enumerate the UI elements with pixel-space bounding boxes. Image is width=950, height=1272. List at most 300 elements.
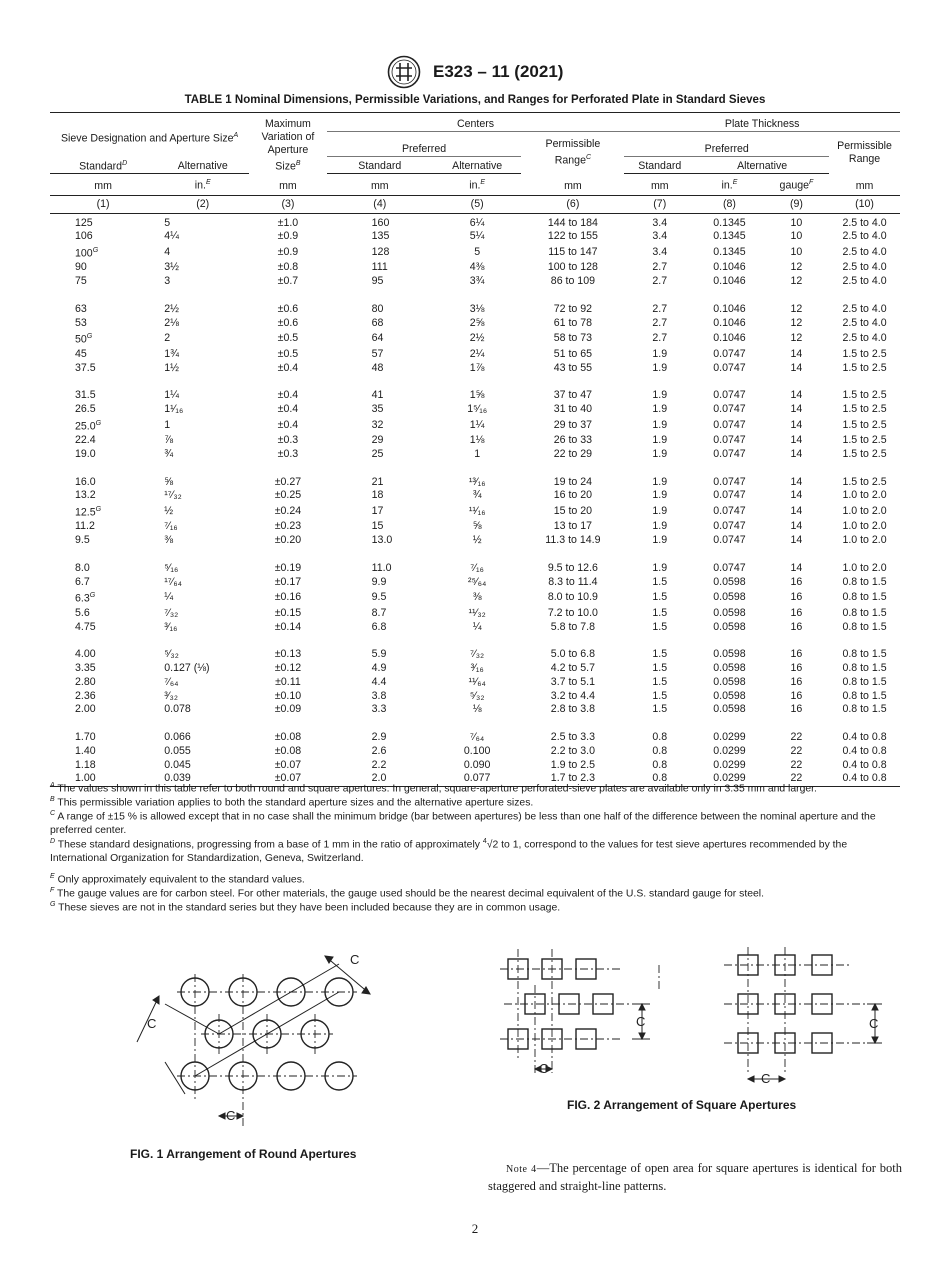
footnote-c: $^C$ A range of ±15 % is allowed except that in no case shall the minimum bridge (bar between apertures) be less than one half of the difference between the nominal aperture and the preferred center.: [50, 810, 876, 837]
table-cell: 14: [790, 418, 803, 431]
table-cell: 0.0299: [713, 744, 746, 757]
table-cell: 0.055: [164, 744, 191, 757]
table-cell: 1.9: [652, 489, 668, 502]
table-cell: 14: [790, 475, 803, 488]
table-cell: 3.2 to 4.4: [550, 689, 595, 702]
table-cell: 14: [790, 489, 803, 502]
table-cell: 0.0747: [713, 475, 746, 488]
footnote-f: $^F$ The gauge values are for carbon steel. For other materials, the gauge used should be the nearest decimal equivalent of the U.S. standard gauge for steel.: [50, 887, 764, 900]
table-cell: 0.8: [652, 744, 668, 757]
table-cell: ±1.0: [277, 216, 299, 229]
table-cell: 16: [790, 675, 803, 688]
header-plate-perm-range: Permissible Range: [837, 139, 892, 165]
unit-cell: mm: [249, 174, 326, 196]
table-cell: 2.7: [652, 302, 668, 315]
table-cell: 26 to 33: [553, 434, 593, 447]
table-cell: 1½: [164, 361, 179, 374]
table-cell: 122 to 155: [547, 230, 598, 243]
table-row: [50, 576, 900, 590]
table-cell: ±0.11: [275, 675, 301, 688]
table-cell: 2½: [469, 332, 485, 345]
table-cell: 72 to 92: [553, 302, 593, 315]
table-cell: 9.5: [371, 591, 387, 604]
table-cell: ⁵⁄₃₂: [469, 689, 485, 702]
table-cell: 1.5: [652, 703, 668, 716]
table-cell: 12: [790, 261, 803, 274]
unit-cell: mm: [829, 174, 900, 196]
table-cell: 0.0598: [713, 591, 746, 604]
table-cell: 4.2 to 5.7: [550, 661, 595, 674]
table-cell: 0.8 to 1.5: [842, 606, 887, 619]
table-row: [50, 690, 900, 704]
table-cell: 2.2 to 3.0: [550, 744, 595, 757]
table-row: [50, 417, 900, 434]
table-cell: 11.3 to 14.9: [545, 534, 601, 547]
table-row: [50, 534, 900, 548]
table-cell: ³⁄₁₆: [164, 620, 178, 633]
column-number: (10): [829, 195, 900, 213]
figure-round-apertures: [125, 942, 415, 1142]
table-row: [50, 662, 900, 676]
table-cell: 0.8 to 1.5: [842, 675, 887, 688]
table-cell: 3: [164, 275, 171, 288]
table-cell: ±0.5: [277, 332, 299, 345]
table-cell: 1.70: [75, 730, 96, 743]
table-cell: 4.4: [371, 675, 387, 688]
table-cell: ±0.14: [274, 620, 302, 633]
table-cell: 0.0747: [713, 389, 746, 402]
table-cell: 12: [790, 302, 803, 315]
table-cell: 0.8 to 1.5: [842, 591, 887, 604]
table-row: [50, 348, 900, 362]
header-standard: Standard$^D$: [50, 157, 156, 174]
table-row: [50, 731, 900, 745]
table-cell: 26.5: [75, 402, 96, 415]
column-number: (1): [50, 195, 156, 213]
table-cell: 0.4 to 0.8: [842, 758, 887, 771]
table-cell: ⅝: [164, 475, 174, 488]
table-row: [50, 389, 900, 403]
table-row: [50, 403, 900, 417]
table-cell: ⁷⁄₃₂: [164, 606, 179, 619]
table-cell: 0.066: [164, 730, 191, 743]
table-cell: 0.0747: [713, 489, 746, 502]
table-cell: 0.8 to 1.5: [842, 575, 887, 588]
header-plate-preferred: Preferred: [624, 132, 829, 157]
dim-c-label: C: [226, 1108, 236, 1123]
table-cell: ±0.08: [274, 744, 302, 757]
header-plate-thickness: Plate Thickness: [624, 113, 900, 132]
table-cell: 11.2: [75, 520, 95, 533]
group-spacer: [50, 717, 900, 731]
table-cell: 29 to 37: [553, 418, 593, 431]
table-cell: 15: [371, 520, 384, 533]
table-cell: ¹¹⁄₁₆: [468, 504, 486, 517]
table-cell: ±0.23: [274, 520, 302, 533]
header-centers: Centers: [327, 113, 625, 132]
table-cell: 16.0: [75, 475, 96, 488]
table-cell: 0.0299: [713, 772, 746, 785]
table-cell: 8.0 to 10.9: [547, 591, 598, 604]
dim-c-label: C: [636, 1014, 646, 1029]
table-row: [50, 261, 900, 275]
table-cell: 13.0: [371, 534, 393, 547]
table-cell: 4.00: [75, 648, 96, 661]
figure-square-apertures: [492, 945, 902, 1085]
table-cell: 0.0299: [713, 730, 746, 743]
group-spacer: [50, 634, 900, 648]
table-cell: 0.1345: [713, 245, 746, 258]
table-cell: 16: [790, 661, 803, 674]
table-cell: 1.9: [652, 447, 668, 460]
table-cell: 2.7: [652, 261, 668, 274]
table-cell: 22.4: [75, 434, 96, 447]
table-cell: ¾: [472, 489, 482, 502]
table-cell: 128: [371, 245, 390, 258]
table-cell: ⅞: [164, 434, 174, 447]
table-cell: 1.00: [75, 772, 96, 785]
table-cell: 2: [164, 332, 171, 345]
unit-cell: mm: [521, 174, 624, 196]
table-cell: 0.0598: [713, 689, 746, 702]
table-cell: 0.4 to 0.8: [842, 730, 887, 743]
unit-cell: gauge$^F$: [764, 174, 829, 196]
table-cell: 1.9: [652, 434, 668, 447]
table-cell: 1.18: [75, 758, 96, 771]
table-cell: 37 to 47: [553, 389, 593, 402]
table-cell: 1.5 to 2.5: [842, 347, 887, 360]
table-cell: ½: [164, 504, 174, 517]
table-cell: ¹⁷⁄₆₄: [164, 575, 182, 588]
table-row: [50, 434, 900, 448]
table-cell: 1.9: [652, 534, 668, 547]
table-cell: ⅜: [472, 591, 482, 604]
table-cell: ½: [472, 534, 482, 547]
table-cell: 0.8 to 1.5: [842, 648, 887, 661]
table-cell: 14: [790, 347, 803, 360]
table-cell: 144 to 184: [547, 216, 598, 229]
table-cell: 19 to 24: [553, 475, 593, 488]
table-cell: 1.5: [652, 591, 668, 604]
table-cell: 22: [790, 758, 803, 771]
table-cell: 16 to 20: [553, 489, 593, 502]
document-id: E323 – 11 (2021): [433, 62, 564, 81]
table-cell: 9.9: [371, 575, 387, 588]
table-cell: 1.0 to 2.0: [842, 561, 887, 574]
table-cell: 18: [371, 489, 384, 502]
table-row: [50, 759, 900, 773]
table-cell: 32: [371, 418, 384, 431]
table-row: [50, 648, 900, 662]
table-cell: 1.40: [75, 744, 96, 757]
table-cell: ±0.6: [277, 316, 299, 329]
table-cell: 16: [790, 606, 803, 619]
table-cell: 61 to 78: [553, 316, 593, 329]
unit-cell: in.$^E$: [695, 174, 764, 196]
table-cell: 16: [790, 620, 803, 633]
table-cell: 1.5: [652, 575, 668, 588]
table-cell: ¼: [164, 591, 174, 604]
table-cell: ¾: [164, 447, 174, 460]
table-cell: 6.7: [75, 575, 90, 588]
table-cell: 0.078: [164, 703, 191, 716]
table-cell: 2.5 to 4.0: [842, 245, 887, 258]
unit-cell: mm: [327, 174, 433, 196]
table-cell: ⅛: [472, 703, 482, 716]
table-cell: 3.35: [75, 661, 96, 674]
table-cell: 0.0747: [713, 534, 746, 547]
table-cell: 10: [790, 230, 803, 243]
table-cell: 4: [164, 245, 171, 258]
table-cell: ±0.08: [274, 730, 302, 743]
table-cell: ⁷⁄₁₆: [470, 561, 484, 574]
table-cell: 4¼: [164, 230, 179, 243]
table-cell: 2⅝: [469, 316, 485, 329]
table-row: [50, 217, 900, 231]
table-cell: 3.4: [652, 245, 668, 258]
table-cell: 1.9: [652, 389, 668, 402]
table-cell: 2.80: [75, 675, 96, 688]
table-cell: ±0.07: [274, 772, 302, 785]
table-cell: 1.9: [652, 504, 668, 517]
table-cell: ±0.7: [277, 275, 299, 288]
header-centers-perm-range: Permissible Range$^C$: [545, 138, 601, 167]
table-cell: 12: [790, 332, 803, 345]
table-cell: 0.0747: [713, 434, 746, 447]
table-cell: 13 to 17: [553, 520, 593, 533]
unit-cell: in.$^E$: [433, 174, 522, 196]
table-cell: 14: [790, 534, 803, 547]
table-cell: ±0.09: [274, 703, 302, 716]
table-cell: 1¼: [164, 389, 179, 402]
figure-1-caption: FIG. 1 Arrangement of Round Apertures: [130, 1147, 357, 1161]
table-cell: 25: [371, 447, 384, 460]
table-cell: 6¼: [469, 216, 485, 229]
table-cell: 1.9: [652, 520, 668, 533]
table-cell: 68: [371, 316, 384, 329]
table-body: [50, 213, 900, 787]
note-4: [488, 1160, 902, 1194]
table-cell: 0.8: [652, 772, 668, 785]
table-cell: 14: [790, 561, 803, 574]
table-cell: 63: [75, 302, 87, 315]
table-cell: 1.5: [652, 606, 668, 619]
table-cell: 0.1046: [713, 302, 746, 315]
table-cell: 2.5 to 4.0: [842, 275, 887, 288]
table-cell: 106: [75, 230, 93, 243]
table-cell: 135: [371, 230, 390, 243]
table-cell: ⅝: [472, 520, 482, 533]
table-cell: 16: [790, 703, 803, 716]
table-cell: ±0.07: [274, 758, 302, 771]
table-cell: 80: [371, 302, 384, 315]
table-cell: 9.5: [75, 534, 90, 547]
table-cell: 3⅛: [469, 302, 485, 315]
table-cell: 0.4 to 0.8: [842, 744, 887, 757]
table-cell: 0.100: [463, 744, 491, 757]
table-cell: 0.0747: [713, 561, 746, 574]
table-cell: 3½: [164, 261, 179, 274]
dim-c-label: C: [539, 1061, 549, 1076]
table-cell: 5.9: [371, 648, 387, 661]
table-cell: 0.8: [652, 758, 668, 771]
table-cell: 1.7 to 2.3: [550, 772, 595, 785]
table-cell: ±0.25: [274, 489, 302, 502]
footnote-b: $^B$ This permissible variation applies to both the standard aperture sizes and the alternative aperture sizes.: [50, 796, 534, 809]
table-cell: 2.2: [371, 758, 387, 771]
table-cell: ¹⁷⁄₃₂: [164, 489, 182, 502]
note-text: —The percentage of open area for square apertures is identical for both staggered and straight-line patterns.: [488, 1161, 902, 1193]
table-cell: 0.1046: [713, 275, 746, 288]
table-cell: 1.5: [652, 675, 668, 688]
table-cell: $25.0^G$: [75, 419, 102, 433]
table-cell: 4.9: [371, 661, 387, 674]
table-cell: 2.9: [371, 730, 387, 743]
table-cell: ±0.17: [274, 575, 302, 588]
table-cell: ±0.12: [274, 661, 302, 674]
table-cell: 16: [790, 575, 803, 588]
table-cell: 3.4: [652, 216, 668, 229]
table-row: [50, 589, 900, 606]
table-cell: 22 to 29: [553, 447, 593, 460]
table-cell: 31 to 40: [553, 402, 593, 415]
table-cell: ⁷⁄₆₄: [470, 730, 485, 743]
table-cell: ±0.19: [274, 561, 302, 574]
table-cell: 1⅝: [469, 389, 485, 402]
table-cell: $12.5^G$: [75, 506, 102, 519]
table-cell: 2.0: [371, 772, 387, 785]
table-cell: ±0.5: [277, 347, 299, 360]
table-cell: 0.127 (⅛): [164, 661, 210, 674]
table-row: [50, 562, 900, 576]
table-cell: 0.0598: [713, 703, 746, 716]
table-cell: 2⅛: [164, 316, 179, 329]
unit-cell: in.$^E$: [156, 174, 249, 196]
table-cell: 0.0747: [713, 418, 746, 431]
table-cell: ⁷⁄₃₂: [470, 648, 485, 661]
column-number: (2): [156, 195, 249, 213]
dim-c-label: C: [869, 1016, 879, 1031]
table-cell: 41: [371, 389, 384, 402]
table-cell: 0.8 to 1.5: [842, 620, 887, 633]
table-cell: 1.5 to 2.5: [842, 475, 887, 488]
table-cell: ±0.27: [274, 475, 302, 488]
dim-c-label: C: [147, 1016, 157, 1031]
table-cell: 0.090: [463, 758, 491, 771]
table-row: [50, 362, 900, 376]
astm-logo-icon: [387, 55, 421, 89]
table-cell: 1.0 to 2.0: [842, 520, 887, 533]
table-row: [50, 303, 900, 317]
table-cell: 12: [790, 316, 803, 329]
table-cell: 0.039: [164, 772, 191, 785]
table-cell: ³⁄₃₂: [164, 689, 178, 702]
table-cell: 2.36: [75, 689, 96, 702]
table-cell: 1.5: [652, 620, 668, 633]
table-cell: 2.7: [652, 332, 668, 345]
table-cell: ⁵⁄₁₆: [164, 561, 179, 574]
header-centers-alternative: Alternative: [433, 157, 522, 174]
table-cell: 1.0 to 2.0: [842, 489, 887, 502]
table-cell: ±0.3: [277, 447, 299, 460]
table-cell: 0.0598: [713, 575, 746, 588]
table-cell: 0.0747: [713, 447, 746, 460]
table-cell: 8.0: [75, 561, 90, 574]
column-number: (8): [695, 195, 764, 213]
table-cell: 16: [790, 591, 803, 604]
table-title: TABLE 1 Nominal Dimensions, Permissible Variations, and Ranges for Perforated Plate in Standard Sieves: [184, 94, 766, 106]
header-plate-alternative: Alternative: [695, 157, 829, 174]
table-cell: ⁷⁄₁₆: [164, 520, 178, 533]
table-cell: 100 to 128: [547, 261, 598, 274]
table-cell: 22: [790, 772, 803, 785]
table-cell: 0.8: [652, 730, 668, 743]
unit-cell: mm: [50, 174, 156, 196]
table-cell: 0.0299: [713, 758, 746, 771]
table-cell: 1.9: [652, 361, 668, 374]
table-cell: 1⅛: [469, 434, 485, 447]
table-cell: 8.7: [371, 606, 387, 619]
header-max-variation: Maximum Variation of Aperture Size$^B$: [249, 113, 326, 174]
table-cell: 0.0598: [713, 620, 746, 633]
table-cell: 1.5 to 2.5: [842, 447, 887, 460]
table-cell: 35: [371, 402, 384, 415]
table-cell: ⁷⁄₆₄: [164, 675, 179, 688]
footnote-d: $^D$ These standard designations, progressing from a base of 1 mm in the ratio of approximately $^4$√2 to 1, correspond to the values for test sieve apertures recommended by the International Organization for Standardization, Geneva, Switzerland.: [50, 838, 848, 865]
table-cell: 1.5 to 2.5: [842, 418, 887, 431]
table-row: [50, 317, 900, 331]
page-header: [0, 55, 950, 89]
table-cell: ±0.9: [277, 245, 299, 258]
table-cell: 21: [371, 475, 384, 488]
table-cell: 2.8 to 3.8: [550, 703, 595, 716]
group-spacer: [50, 462, 900, 476]
table-cell: 1.9: [652, 402, 668, 415]
footnote-g: $^G$ These sieves are not in the standard series but they have been included because they are in common usage.: [50, 901, 561, 914]
table-cell: ¹¹⁄₆₄: [468, 675, 486, 688]
table-cell: 15 to 20: [553, 504, 593, 517]
table-cell: 64: [371, 332, 384, 345]
table-cell: 14: [790, 361, 803, 374]
table-cell: 1⅞: [469, 361, 485, 374]
table-cell: 19.0: [75, 447, 96, 460]
table-row: [50, 476, 900, 490]
table-cell: ²⁵⁄₆₄: [468, 575, 487, 588]
table-cell: 1.5 to 2.5: [842, 434, 887, 447]
footnote-e: $^E$ Only approximately equivalent to the standard values.: [50, 873, 305, 886]
table-cell: 9.5 to 12.6: [547, 561, 598, 574]
table-cell: 0.8 to 1.5: [842, 689, 887, 702]
table-cell: 2.5 to 4.0: [842, 332, 887, 345]
table-cell: ±0.4: [277, 402, 299, 415]
table-cell: ¹³⁄₁₆: [468, 475, 486, 488]
table-cell: 29: [371, 434, 384, 447]
table-cell: 14: [790, 402, 803, 415]
table-cell: 1.5: [652, 661, 668, 674]
table-cell: 1.5 to 2.5: [842, 389, 887, 402]
table-row: [50, 244, 900, 261]
table-cell: 1¼: [469, 418, 485, 431]
table-cell: 1.0 to 2.0: [842, 534, 887, 547]
page-number: 2: [471, 1221, 479, 1236]
table-cell: 16: [790, 689, 803, 702]
table-cell: 0.0747: [713, 347, 746, 360]
table-cell: 2.5 to 4.0: [842, 316, 887, 329]
header-plate-standard: Standard: [624, 157, 695, 174]
table-cell: 51 to 65: [553, 347, 593, 360]
table-cell: 3.8: [371, 689, 387, 702]
table-cell: 2.5 to 4.0: [842, 230, 887, 243]
